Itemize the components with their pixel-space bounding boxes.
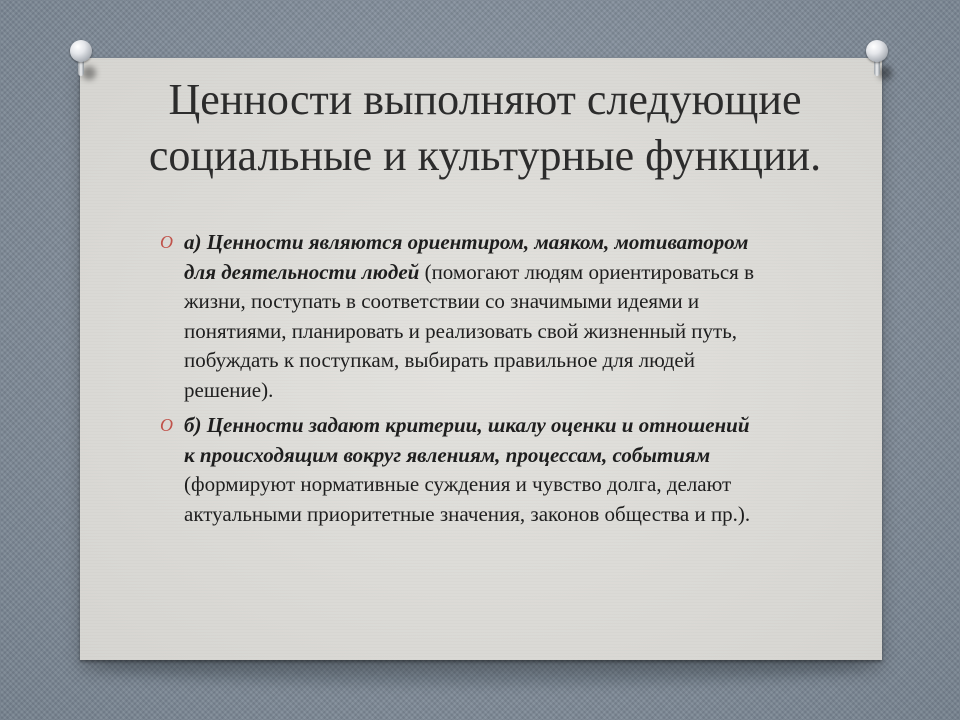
bullet-list <box>160 228 760 535</box>
bullet-emphasis: б) Ценности задают критерии, шкалу оценки и отношений к происходящим вокруг явлениям, процессам, событиям <box>184 413 750 467</box>
pushpin-icon <box>70 40 92 80</box>
bullet-item <box>160 228 760 405</box>
pushpin-icon <box>866 40 888 80</box>
bullet-text: (помогают людям ориентироваться в жизни, поступать в соответствии со значимыми идеями и понятиями, планировать и реализовать свой жизненный путь, побуждать к поступкам, выбирать правильное для людей решение). <box>184 259 754 402</box>
bullet-item <box>160 411 760 529</box>
bullet-emphasis: а) Ценности являются ориентиром, маяком, мотиватором для деятельности людей <box>184 230 749 284</box>
bullet-marker-icon: O <box>160 415 173 435</box>
slide-title: Ценности выполняют следующие социальные и культурные функции. <box>148 75 822 180</box>
bullet-text: (формируют нормативные суждения и чувство долга, делают актуальными приоритетные значения, законов общества и пр.). <box>184 472 751 526</box>
bullet-marker-icon: O <box>160 232 173 252</box>
